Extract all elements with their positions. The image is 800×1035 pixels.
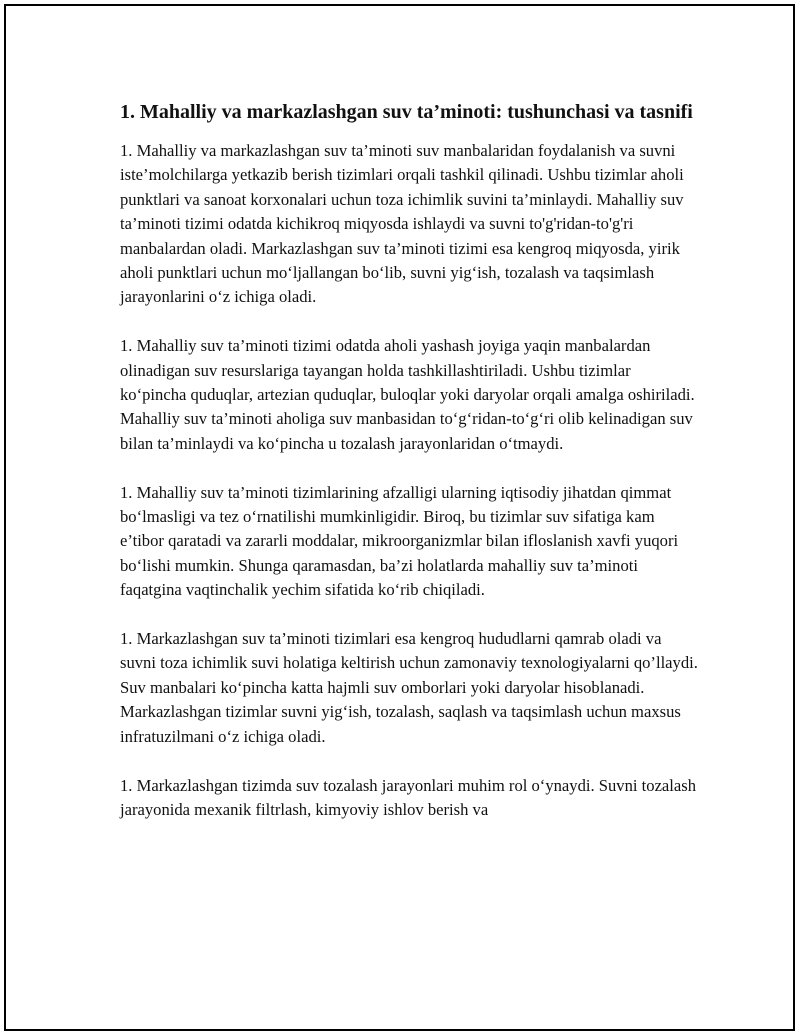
paragraph-3: 1. Mahalliy suv ta’minoti tizimlarining afzalligi ularning iqtisodiy jihatdan qimmat bo‘lmasligi va tez o‘rnatilishi mumkinligidir. Biroq, bu tizimlar suv sifatiga kam e’tibor qaratadi va zararli moddalar, mikroorganizmlar bilan ifloslanish xavfi yuqori bo‘lishi mumkin. Shunga qaramasdan, ba’zi holatlarda mahalliy suv ta’minoti faqatgina vaqtinchalik yechim sifatida ko‘rib chiqiladi. — [120, 482, 679, 600]
document-body — [120, 98, 700, 847]
paragraph-1: 1. Mahalliy va markazlashgan suv ta’minoti suv manbalaridan foydalanish va suvni iste’molchilarga yetkazib berish tizimlari orqali tashkil qilinadi. Ushbu tizimlar aholi punktlari va sanoat korxonalari uchun toza ichimlik suvini ta’minlaydi. Mahalliy suv ta’minoti tizimi odatda kichikroq miqyosda ishlaydi va suvni to'g'ridan-to'g'ri manbalardan oladi. Markazlashgan suv ta’minoti tizimi esa kengroq miqyosda, yirik aholi punktlari uchun mo‘ljallangan bo‘lib, suvni yig‘ish, tozalash va taqsimlash jarayonlarini o‘z ichiga oladi. — [120, 141, 684, 307]
section-heading: 1. Mahalliy va markazlashgan suv ta’minoti: tushunchasi va tasnifi — [120, 101, 693, 123]
paragraph-4: 1. Markazlashgan suv ta’minoti tizimlari esa kengroq hududlarni qamrab oladi va suvni toza ichimlik suvi holatiga keltirish uchun zamonaviy texnologiyalarni qo’llaydi. Suv manbalari ko‘pincha katta hajmli suv omborlari yoki daryolar hisoblanadi. Markazlashgan tizimlar suvni yig‘ish, tozalash, saqlash va taqsimlash uchun maxsus infratuzilmani o‘z ichiga oladi. — [120, 629, 698, 746]
page-frame — [4, 4, 795, 1031]
paragraph-2: 1. Mahalliy suv ta’minoti tizimi odatda aholi yashash joyiga yaqin manbalardan olinadigan suv resurslariga tayangan holda tashkillashtiriladi. Ushbu tizimlar ko‘pincha quduqlar, artezian quduqlar, buloqlar yoki daryolar orqali amalga oshiriladi. Mahalliy suv ta’minoti aholiga suv manbasidan to‘g‘ridan-to‘g‘ri olib kelinadigan suv bilan ta’minlaydi va ko‘pincha u tozalash jarayonlaridan o‘tmaydi. — [120, 336, 695, 453]
paragraph-5: 1. Markazlashgan tizimda suv tozalash jarayonlari muhim rol o‘ynaydi. Suvni tozalash jarayonida mexanik filtrlash, kimyoviy ishlov berish va — [120, 775, 697, 819]
